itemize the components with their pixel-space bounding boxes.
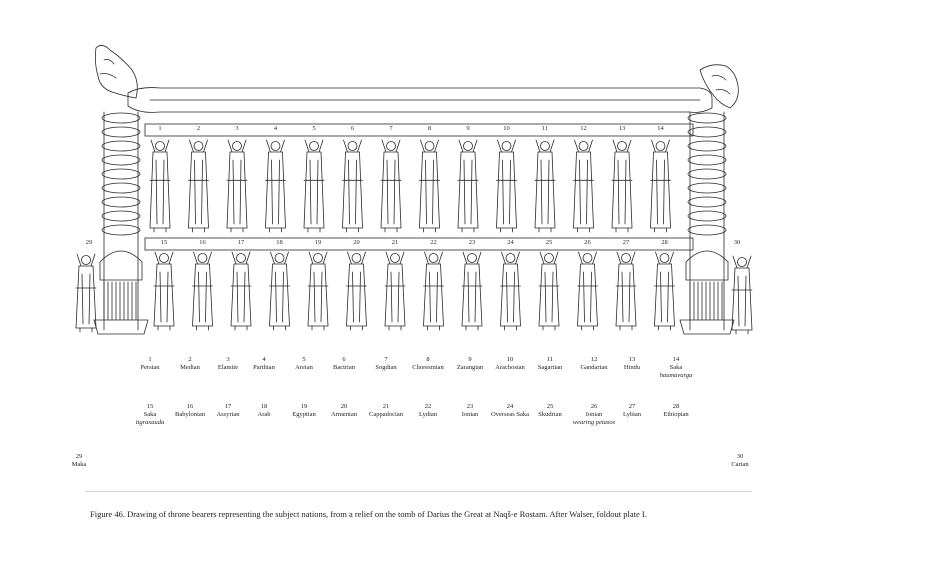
figure-fold [199,272,207,322]
lower-tier-bar [145,238,693,250]
leg-bell [686,251,728,280]
figure-robe [231,264,251,326]
figure-feet [616,228,628,232]
figure-head [506,254,515,263]
figure-fold [430,272,438,322]
bearer-figure [381,140,401,232]
leg-ring [688,127,726,137]
figure-robe [578,264,598,326]
figure-robe [574,152,594,228]
figure-feet [308,228,320,232]
figure-feet [312,326,324,330]
leg-ring [688,211,726,221]
figure-feet [154,228,166,232]
figure-head [198,254,207,263]
legend-name: Overseas Saka [490,411,530,418]
figure-head [160,254,169,263]
tier-number: 25 [545,239,553,246]
legend-number: 19 [300,403,308,410]
tier-number: 11 [541,125,549,132]
legend-number: 8 [426,356,430,363]
bearer-figure [304,140,324,232]
legend-number: 11 [546,356,554,363]
figure-fold [272,160,280,224]
tier-number: 21 [391,239,399,246]
figure-feet [424,228,436,232]
tier-number: 19 [314,239,322,246]
figure-head [275,254,284,263]
upper-tier-bar [145,124,693,136]
figure-head [425,142,434,151]
legend-name: Elamite [217,364,239,371]
figure-robe [308,264,328,326]
figure-robe [539,264,559,326]
figure-feet [389,326,401,330]
figure-head [618,142,627,151]
figure-head [233,142,242,151]
legend-number: 26 [590,403,598,410]
figure-head [348,142,357,151]
figure-head [660,254,669,263]
legend-name: Maka [71,461,87,468]
legend-name: Persian [140,364,160,371]
leg-ring [102,113,140,123]
legend-number: 3 [226,356,230,363]
figure-robe [270,264,290,326]
tier-number: 14 [657,125,664,132]
figure-robe [616,264,636,326]
legend-name: Lybian [622,411,642,418]
leg-ring [102,141,140,151]
tier-number: 24 [507,239,514,246]
figure-fold [580,160,588,224]
figure-head [310,142,319,151]
figure-robe [189,152,209,228]
bearer-figure [501,252,521,330]
legend-name: Arab [257,411,271,418]
legend-number: 30 [736,453,744,460]
leg-ring [688,225,726,235]
figure-head [502,142,511,151]
bearer-figure [539,252,559,330]
legend-name: Median [180,364,200,371]
bearer-figure [651,140,671,232]
legend-number: 28 [672,403,680,410]
legend-name: Lydian [418,411,438,418]
legend-name: Egyptian [292,411,316,418]
leg-ring [102,197,140,207]
figure-robe [501,264,521,326]
leg-ring [688,197,726,207]
legend-name: Babylonian [175,411,205,418]
legend-name: Ionian [585,411,603,418]
figure-robe [424,264,444,326]
legend-name: Gandarian [580,364,608,371]
leg-ring [688,113,726,123]
leg-ring [688,169,726,179]
tier-number-labels [86,125,741,246]
left-finial [95,45,137,98]
figure-head [464,142,473,151]
bearer-figure [458,140,478,232]
legend-subname: tigraxauda [135,419,165,426]
bearer-figure [385,252,405,330]
legend-name: Skudrian [538,411,562,418]
left-leg [94,112,148,334]
legend-name: Assyrian [216,411,240,418]
figure-fold [349,160,357,224]
figure-robe [76,266,96,328]
legend-number: 9 [468,356,472,363]
figure-head [82,256,91,265]
tier-number: 20 [353,239,360,246]
legend-subname: haumavarga [659,372,693,379]
figure-fold [82,274,90,324]
figure-fold [353,272,361,322]
legend-number: 25 [546,403,554,410]
bearer-figure [266,140,286,232]
figure-feet [539,228,551,232]
figure-fold [661,272,669,322]
legend-number: 2 [188,356,192,363]
legend-name: Ionian [461,411,479,418]
leg-ring [102,155,140,165]
bearer-figure [154,252,174,330]
bearer-figure [347,252,367,330]
figure-robe [420,152,440,228]
legend-number: 15 [146,403,154,410]
legend-name: Cappadocian [369,411,403,418]
figure-robe [462,264,482,326]
legend-number: 24 [506,403,514,410]
figure-robe [535,152,555,228]
figure-fold [387,160,395,224]
bearer-figure [420,140,440,232]
bearer-figure [578,252,598,330]
figure-robe [732,268,752,330]
figure-fold [391,272,399,322]
tier-number: 15 [160,239,168,246]
bearer-figure [732,256,752,334]
figure-head [468,254,477,263]
legend-name: Areian [295,364,313,371]
legend-number: 16 [186,403,194,410]
figure-feet [620,326,632,330]
tier-number: 7 [389,125,393,132]
figure-caption: Figure 46. Drawing of throne bearers representing the subject nations, from a relief on the tomb of Darius the Great at Naqš-e Rostam. After Walser, foldout plate I. [90,509,647,519]
figure-robe [150,152,170,228]
figure-head [237,254,246,263]
legend-name: Bactrian [332,364,356,371]
figure-fold [195,160,203,224]
figure-fold [160,272,168,322]
figure-robe [458,152,478,228]
bearer-figure [343,140,363,232]
figure-head [545,254,554,263]
legend-number: 22 [424,403,432,410]
figure-feet [158,326,170,330]
bearer-figure [227,140,247,232]
legend-name: Carian [731,461,749,468]
legend-name: Sagartian [537,364,563,371]
legend-item-carian [710,453,770,469]
figure-feet [659,326,671,330]
leg-ring [102,183,140,193]
figure-feet [462,228,474,232]
figure-fold [233,160,241,224]
tier-number: 18 [276,239,283,246]
figure-fold [622,272,630,322]
leg-ring [102,225,140,235]
legend-subname: wearing petasos [572,419,616,426]
bearer-figure [655,252,675,330]
figure-feet [274,326,286,330]
legend-number: 12 [590,356,598,363]
right-finial [700,65,738,108]
tier-number: 6 [350,125,355,132]
figure-robe [266,152,286,228]
tier-number: 26 [584,239,591,246]
legend-name: Armenian [331,411,357,418]
legend-name: Arachosian [495,364,525,371]
legend-name: Ethiopian [663,411,689,418]
figure-robe [655,264,675,326]
legend-name: Zarangian [456,364,484,371]
figure-head [271,142,280,151]
legend-number: 21 [382,403,390,410]
tier-number: 12 [580,125,587,132]
figure-robe [385,264,405,326]
figure-feet [231,228,243,232]
bearer-figure [616,252,636,330]
legend-number: 5 [302,356,306,363]
figure-feet [193,228,205,232]
figure-robe [304,152,324,228]
figure-robe [343,152,363,228]
leg-foot [680,320,734,334]
figure-feet [270,228,282,232]
leg-ring [102,127,140,137]
figure-feet [385,228,397,232]
bearer-figure [189,140,209,232]
bearer-figure [193,252,213,330]
figure-head [156,142,165,151]
figure-fold [468,272,476,322]
legend-name: Saka [143,411,157,418]
figure-feet [466,326,478,330]
figure-fold [314,272,322,322]
right-leg [680,112,734,334]
figure-fold [310,160,318,224]
figure-head [429,254,438,263]
figure-fold [237,272,245,322]
figure-head [738,258,747,267]
figure-robe [227,152,247,228]
figure-fold [426,160,434,224]
tier-number: 17 [237,239,245,246]
figure-feet [578,228,590,232]
figure-feet [351,326,363,330]
legend-number: 14 [672,356,680,363]
figure-feet [543,326,555,330]
left-finial-detail [100,60,116,79]
tier-number: 22 [430,239,437,246]
legend-name: Saka [669,364,683,371]
legend-item [646,403,706,419]
caption-divider [85,491,752,492]
tier-number: 27 [622,239,630,246]
tier-number: 29 [85,239,93,246]
figure-fold [156,160,164,224]
figure-feet [655,228,667,232]
figure-fold [738,276,746,326]
legend-number: 20 [340,403,348,410]
legend-number: 7 [384,356,388,363]
bearer-figure [231,252,251,330]
bearer-figure [462,252,482,330]
legend-name: Sogdian [375,364,397,371]
tier-number: 4 [273,125,278,132]
relief-lines [76,45,752,334]
leg-foot [94,320,148,334]
figure-feet [428,326,440,330]
leg-ring [688,141,726,151]
tier-number: 13 [618,125,626,132]
figure-head [583,254,592,263]
figure-head [656,142,665,151]
legend-number: 29 [75,453,83,460]
tier-number: 9 [466,125,470,132]
bearer-figure [150,140,170,232]
figure-feet [582,326,594,330]
figure-head [387,142,396,151]
figure-robe [193,264,213,326]
figure-feet [505,326,517,330]
figure-head [194,142,203,151]
figure-feet [736,330,748,334]
figure-feet [347,228,359,232]
figure-robe [381,152,401,228]
bearer-figure [424,252,444,330]
leg-ring [102,211,140,221]
figure-feet [80,328,92,332]
tier-number: 10 [503,125,510,132]
leg-ring [688,155,726,165]
legend-number: 4 [262,356,266,363]
tier-number: 2 [196,125,201,132]
bearer-figure [270,252,290,330]
tier-number: 30 [733,239,741,246]
legend-item-maka [49,453,109,469]
figure-fold [618,160,626,224]
legend-number: 18 [260,403,268,410]
legend-number: 27 [628,403,636,410]
figure-robe [154,264,174,326]
tier-number: 3 [235,125,239,132]
tier-number: 5 [312,125,316,132]
figure-feet [235,326,247,330]
figure-head [622,254,631,263]
leg-ring [102,169,140,179]
tier-number: 8 [427,125,432,132]
figure-fold [545,272,553,322]
figure-fold [584,272,592,322]
figure-head [352,254,361,263]
figure-fold [541,160,549,224]
bearer-figure [612,140,632,232]
legend-number: 17 [224,403,232,410]
bearer-figure [535,140,555,232]
legend-number: 23 [466,403,474,410]
figure-head [579,142,588,151]
figure-feet [197,326,209,330]
figure-fold [503,160,511,224]
legend-name: Hindu [623,364,641,371]
figure-fold [507,272,515,322]
figure-feet [501,228,513,232]
tier-number: 16 [199,239,206,246]
legend-number: 6 [342,356,346,363]
bearer-figure [76,254,96,332]
bearer-figure [497,140,517,232]
tier-number: 28 [661,239,668,246]
leg-ring [688,183,726,193]
legend-name: Choresmian [412,364,444,371]
figure-head [314,254,323,263]
legend-name: Parthian [253,364,275,371]
leg-bell [100,251,142,280]
figure-head [391,254,400,263]
tier-number: 23 [468,239,476,246]
figure-fold [657,160,665,224]
figure-fold [276,272,284,322]
right-finial-detail [712,76,730,95]
legend-item [646,356,706,380]
figure-robe [651,152,671,228]
figure-head [541,142,550,151]
figure-robe [612,152,632,228]
figure-fold [464,160,472,224]
legend-number: 1 [148,356,152,363]
bearer-figure [308,252,328,330]
tier-number: 1 [158,125,162,132]
figure-robe [347,264,367,326]
bearer-figure [574,140,594,232]
legend-number: 13 [628,356,636,363]
figure-robe [497,152,517,228]
legend-number: 10 [506,356,514,363]
